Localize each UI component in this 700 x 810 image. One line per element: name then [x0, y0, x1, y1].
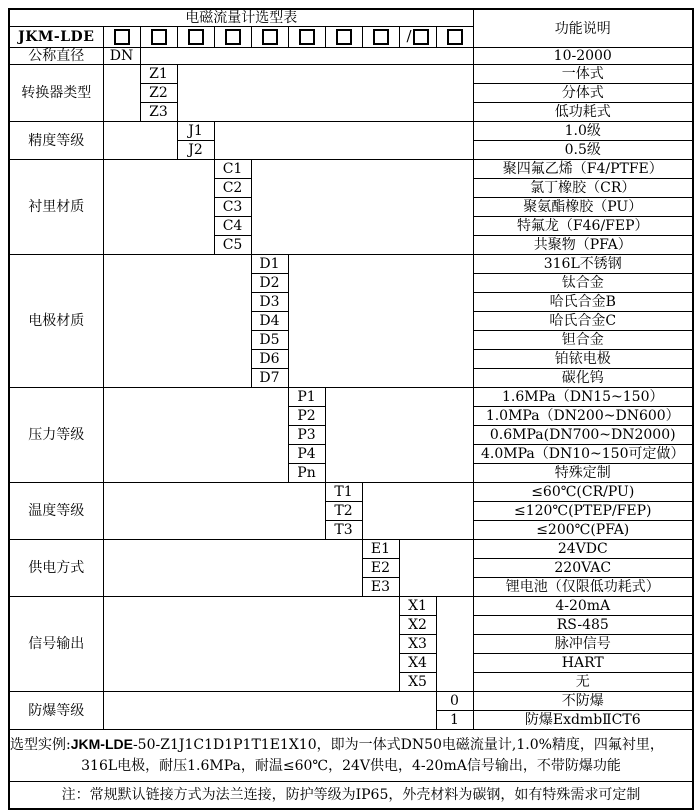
code-cell: D6 — [251, 350, 288, 369]
table-row — [9, 388, 693, 407]
empty-cell — [103, 122, 177, 160]
checkbox-square — [225, 29, 241, 45]
code-cell: Z1 — [140, 65, 177, 84]
desc-cell: 锂电池（仅限低功耗式） — [473, 578, 693, 597]
desc-cell: 哈氏合金B — [473, 293, 693, 312]
desc-cell: 无 — [473, 673, 693, 692]
desc-cell: 铂铱电极 — [473, 350, 693, 369]
code-cell: 0 — [436, 692, 473, 711]
selection-table — [8, 8, 694, 810]
empty-cell — [288, 255, 473, 388]
empty-cell — [399, 540, 473, 597]
desc-cell: 钽合金 — [473, 331, 693, 350]
desc-cell: 低功耗式 — [473, 103, 693, 122]
code-cell: X1 — [399, 597, 436, 616]
code-cell: D2 — [251, 274, 288, 293]
empty-cell — [103, 540, 362, 597]
code-cell: X3 — [399, 635, 436, 654]
example-model-code: JKM-LDE — [70, 736, 133, 753]
desc-cell: 分体式 — [473, 84, 693, 103]
desc-cell: ≤200℃(PFA) — [473, 521, 693, 540]
checkbox-square — [373, 29, 389, 45]
desc-cell: 1.0MPa（DN200~DN600） — [473, 407, 693, 426]
code-cell: D7 — [251, 369, 288, 388]
desc-cell: 共聚物（PFA） — [473, 236, 693, 255]
desc-cell: 316L不锈钢 — [473, 255, 693, 274]
model-checkbox-8[interactable] — [362, 27, 399, 48]
dn-row — [9, 48, 693, 65]
desc-cell: 脉冲信号 — [473, 635, 693, 654]
empty-cell — [325, 388, 473, 483]
table-title: 电磁流量计选型表 — [9, 9, 473, 27]
code-cell: T3 — [325, 521, 362, 540]
table-row — [9, 160, 693, 179]
empty-cell — [140, 48, 473, 65]
code-cell: E2 — [362, 559, 399, 578]
code-cell: E1 — [362, 540, 399, 559]
model-checkbox-4[interactable] — [214, 27, 251, 48]
table-row — [9, 122, 693, 141]
code-cell: J2 — [177, 141, 214, 160]
code-cell: P4 — [288, 445, 325, 464]
code-cell: X2 — [399, 616, 436, 635]
desc-cell: 聚四氟乙烯（F4/PTFE） — [473, 160, 693, 179]
code-cell: X4 — [399, 654, 436, 673]
checkbox-square — [188, 29, 204, 45]
empty-cell — [103, 597, 399, 692]
code-cell: C2 — [214, 179, 251, 198]
empty-cell — [214, 122, 473, 160]
empty-cell — [362, 483, 473, 540]
desc-cell: ≤60℃(CR/PU) — [473, 483, 693, 502]
example-block — [9, 730, 693, 782]
model-checkbox-9[interactable] — [399, 27, 436, 48]
checkbox-square — [299, 29, 315, 45]
checkbox-square — [336, 29, 352, 45]
category-label: 防爆等级 — [9, 692, 103, 730]
example-line1 — [10, 734, 692, 756]
empty-cell — [251, 160, 473, 255]
category-label: 压力等级 — [9, 388, 103, 483]
note-line: 注：常规默认链接方式为法兰连接，防护等级为IP65，外壳材料为碳钢，如有特殊需求可定制 — [9, 782, 693, 809]
desc-cell: 1.0级 — [473, 122, 693, 141]
empty-cell — [436, 597, 473, 692]
desc-cell: 氯丁橡胶（CR） — [473, 179, 693, 198]
desc-cell: 0.5级 — [473, 141, 693, 160]
model-checkbox-1[interactable] — [103, 27, 140, 48]
slash-separator: / — [406, 27, 412, 46]
title-row — [9, 9, 693, 27]
example-line2: 316L电极，耐压1.6MPa，耐温≤60℃，24V供电，4-20mA信号输出，不带防爆功能 — [81, 758, 621, 775]
checkbox-square — [114, 29, 130, 45]
code-cell: J1 — [177, 122, 214, 141]
table-row — [9, 540, 693, 559]
code-cell-dn: DN — [103, 48, 140, 65]
empty-cell — [177, 65, 473, 122]
model-checkbox-3[interactable] — [177, 27, 214, 48]
code-cell: X5 — [399, 673, 436, 692]
code-cell: Z3 — [140, 103, 177, 122]
code-cell: D3 — [251, 293, 288, 312]
empty-cell — [103, 65, 140, 122]
code-cell: 1 — [436, 711, 473, 730]
note-row — [9, 782, 693, 809]
table-row — [9, 597, 693, 616]
empty-cell — [103, 255, 251, 388]
category-label: 信号输出 — [9, 597, 103, 692]
empty-cell — [103, 692, 436, 730]
model-checkbox-7[interactable] — [325, 27, 362, 48]
desc-cell: 不防爆 — [473, 692, 693, 711]
category-label-dn: 公称直径 — [9, 48, 103, 65]
category-label: 衬里材质 — [9, 160, 103, 255]
checkbox-square — [447, 29, 463, 45]
desc-cell-dn: 10-2000 — [473, 48, 693, 65]
code-cell: P3 — [288, 426, 325, 445]
desc-header: 功能说明 — [473, 9, 693, 48]
desc-cell: 220VAC — [473, 559, 693, 578]
desc-cell: 4-20mA — [473, 597, 693, 616]
code-cell: P1 — [288, 388, 325, 407]
model-checkbox-6[interactable] — [288, 27, 325, 48]
checkbox-square — [413, 29, 429, 45]
desc-cell: 1.6MPa（DN15~150） — [473, 388, 693, 407]
code-cell: Pn — [288, 464, 325, 483]
desc-cell: 4.0MPa（DN10~150可定做） — [473, 445, 693, 464]
table-row — [9, 255, 693, 274]
desc-cell: HART — [473, 654, 693, 673]
empty-cell — [103, 483, 325, 540]
desc-cell: 碳化钨 — [473, 369, 693, 388]
checkbox-square — [151, 29, 167, 45]
example-prefix: 选型实例: — [10, 737, 71, 754]
category-label: 转换器类型 — [9, 65, 103, 122]
example-row — [9, 730, 693, 782]
code-cell: P2 — [288, 407, 325, 426]
checkbox-square — [262, 29, 278, 45]
code-cell: C3 — [214, 198, 251, 217]
desc-cell: 哈氏合金C — [473, 312, 693, 331]
model-prefix: JKM-LDE — [9, 27, 103, 48]
example-rest: -50-Z1J1C1D1P1T1E1X10，即为一体式DN50电磁流量计,1.0%精度，四氟衬里， — [132, 737, 664, 754]
code-cell: D1 — [251, 255, 288, 274]
code-cell: C5 — [214, 236, 251, 255]
desc-cell: 钛合金 — [473, 274, 693, 293]
model-checkbox-5[interactable] — [251, 27, 288, 48]
desc-cell: 特氟龙（F46/FEP） — [473, 217, 693, 236]
code-cell: D5 — [251, 331, 288, 350]
code-cell: C4 — [214, 217, 251, 236]
desc-cell: ≤120℃(PTEP/FEP) — [473, 502, 693, 521]
model-checkbox-10[interactable] — [436, 27, 473, 48]
code-cell: E3 — [362, 578, 399, 597]
table-row — [9, 65, 693, 84]
model-checkbox-2[interactable] — [140, 27, 177, 48]
code-cell: D4 — [251, 312, 288, 331]
desc-cell: 一体式 — [473, 65, 693, 84]
desc-cell: RS-485 — [473, 616, 693, 635]
table-row — [9, 692, 693, 711]
desc-cell: 24VDC — [473, 540, 693, 559]
desc-cell: 聚氨酯橡胶（PU） — [473, 198, 693, 217]
table-row — [9, 483, 693, 502]
code-cell: T1 — [325, 483, 362, 502]
desc-cell: 0.6MPa(DN700~DN2000) — [473, 426, 693, 445]
category-label: 电极材质 — [9, 255, 103, 388]
code-cell: T2 — [325, 502, 362, 521]
category-label: 供电方式 — [9, 540, 103, 597]
desc-cell: 防爆ExdmbⅡCT6 — [473, 711, 693, 730]
category-label: 精度等级 — [9, 122, 103, 160]
empty-cell — [103, 388, 288, 483]
code-cell: Z2 — [140, 84, 177, 103]
category-label: 温度等级 — [9, 483, 103, 540]
desc-cell: 特殊定制 — [473, 464, 693, 483]
code-cell: C1 — [214, 160, 251, 179]
empty-cell — [103, 160, 214, 255]
